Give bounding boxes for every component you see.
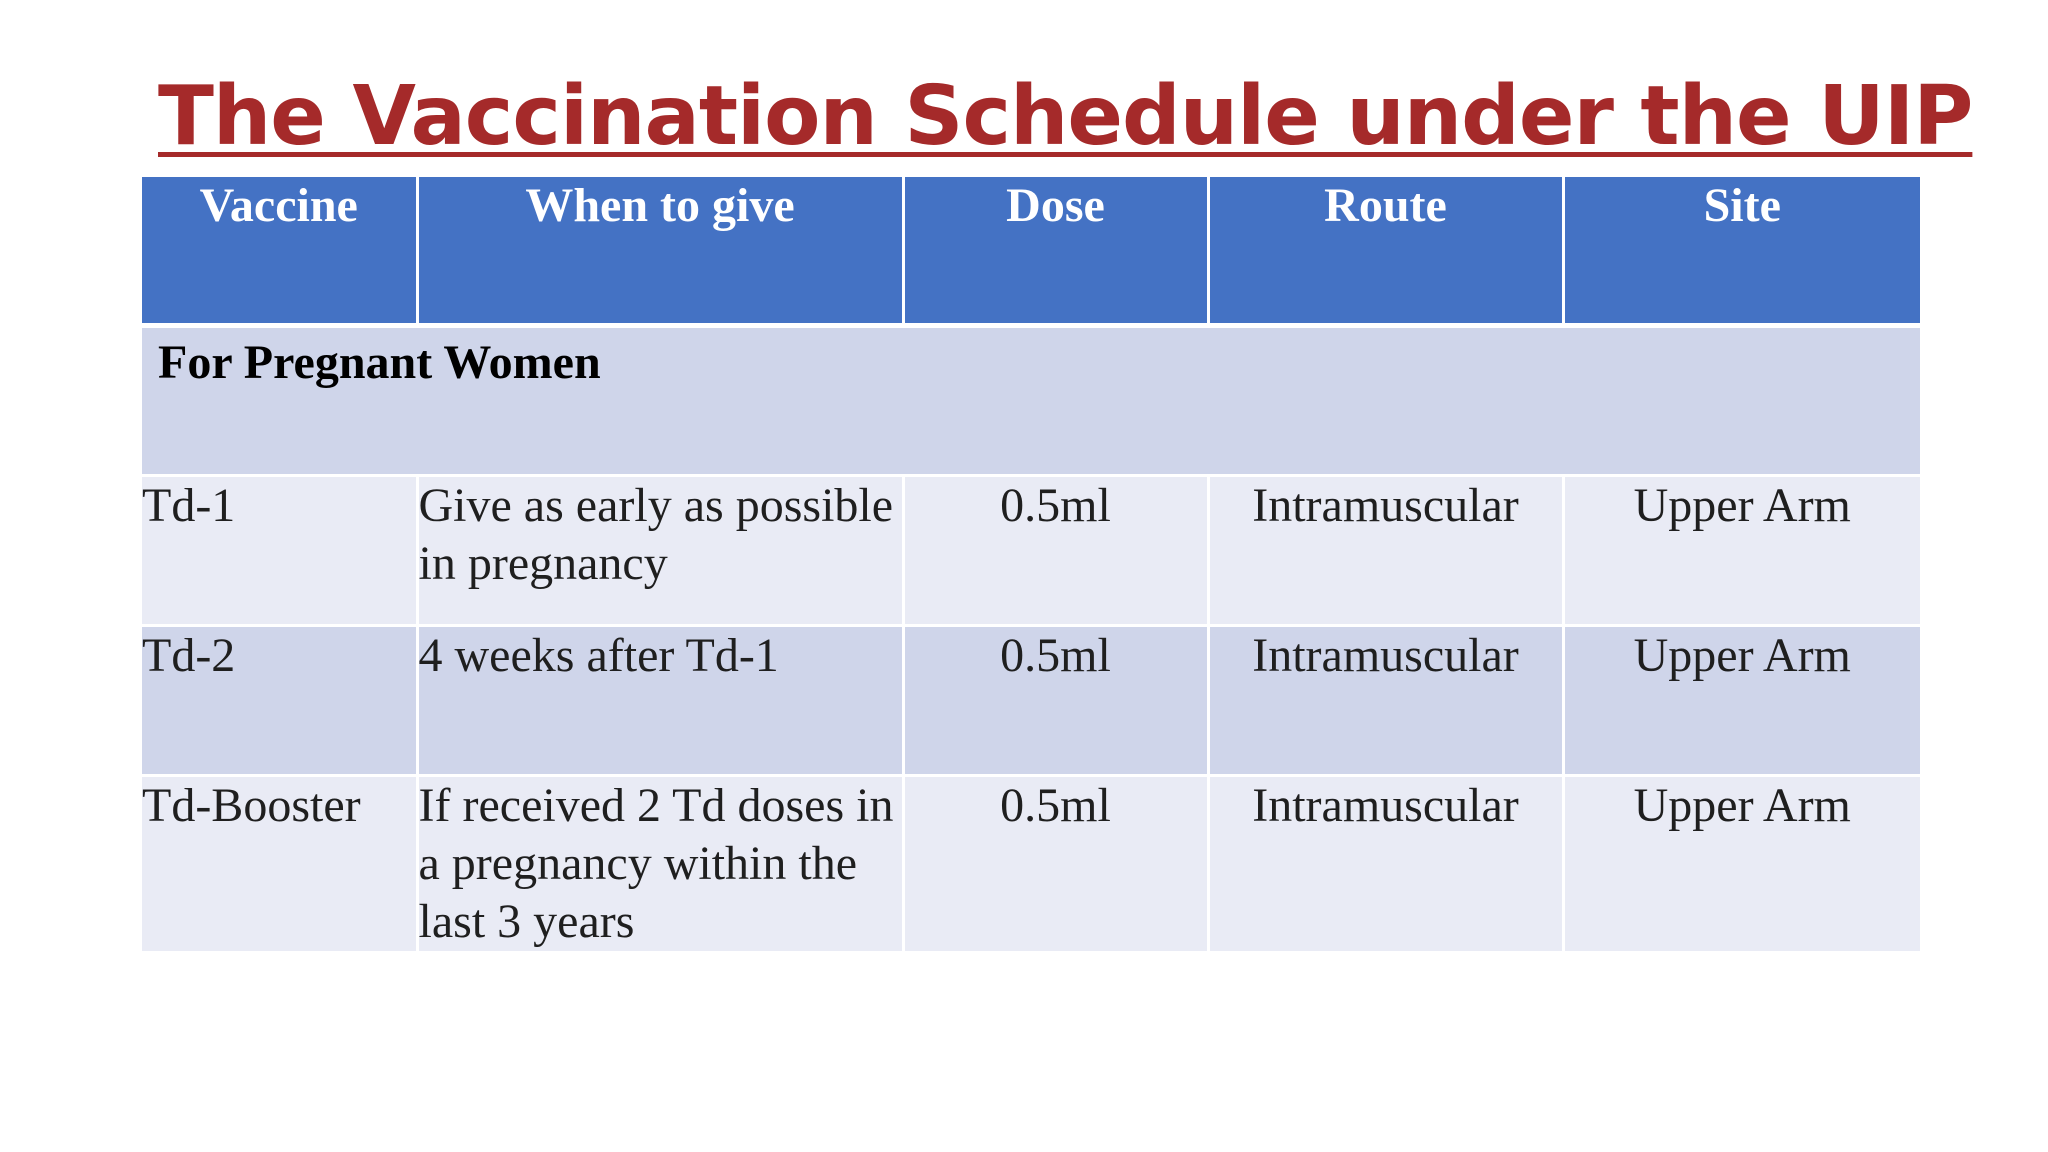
cell-dose: 0.5ml (903, 775, 1208, 952)
cell-route: Intramuscular (1208, 775, 1563, 952)
cell-dose: 0.5ml (903, 475, 1208, 625)
cell-vaccine: Td-1 (142, 475, 417, 625)
cell-site: Upper Arm (1563, 475, 1920, 625)
table-row (142, 775, 1920, 952)
table-row (142, 625, 1920, 775)
cell-when: If received 2 Td doses in a pregnancy within the last 3 years (417, 775, 903, 952)
cell-site: Upper Arm (1563, 775, 1920, 952)
table-header-row (142, 177, 1920, 325)
header-route: Route (1208, 177, 1563, 325)
cell-when: Give as early as possible in pregnancy (417, 475, 903, 625)
cell-site: Upper Arm (1563, 625, 1920, 775)
table-row (142, 475, 1920, 625)
section-row-pregnant-women (142, 325, 1920, 475)
cell-route: Intramuscular (1208, 625, 1563, 775)
header-dose: Dose (903, 177, 1208, 325)
header-vaccine: Vaccine (142, 177, 417, 325)
header-site: Site (1563, 177, 1920, 325)
cell-route: Intramuscular (1208, 475, 1563, 625)
vaccination-schedule-table (142, 177, 1920, 954)
cell-vaccine: Td-2 (142, 625, 417, 775)
cell-when: 4 weeks after Td-1 (417, 625, 903, 775)
cell-dose: 0.5ml (903, 625, 1208, 775)
header-when-to-give: When to give (417, 177, 903, 325)
section-label: For Pregnant Women (142, 325, 1920, 475)
cell-vaccine: Td-Booster (142, 775, 417, 952)
slide-title: The Vaccination Schedule under the UIP (158, 69, 1973, 164)
